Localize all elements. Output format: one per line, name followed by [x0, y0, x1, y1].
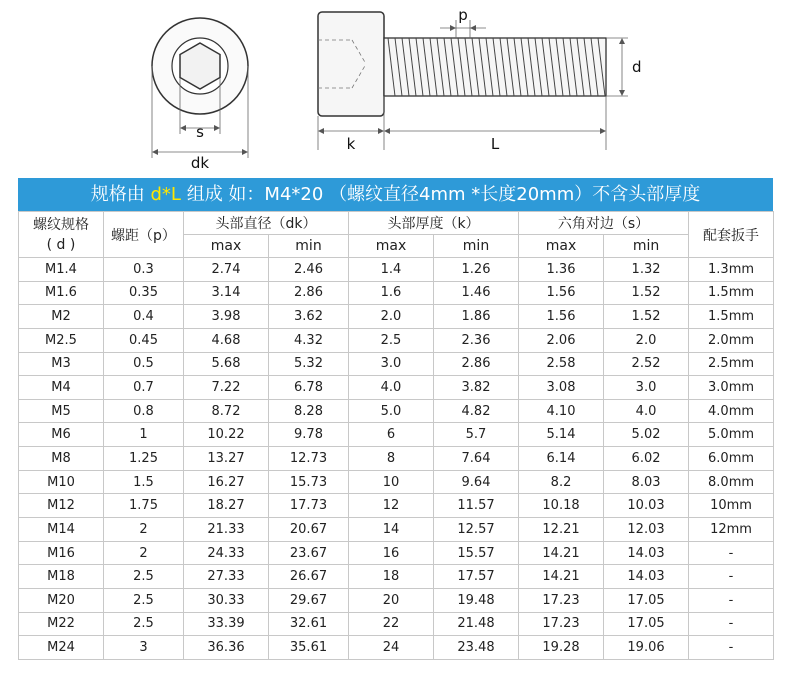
cell-k-max: 22 [349, 612, 434, 636]
cell-s-min: 14.03 [604, 541, 689, 565]
cell-k-max: 4.0 [349, 376, 434, 400]
cell-wrench: 10mm [689, 494, 774, 518]
cell-s-max: 19.28 [519, 636, 604, 660]
cell-k-max: 1.4 [349, 258, 434, 282]
cell-dk-max: 10.22 [184, 423, 269, 447]
cell-k-max: 14 [349, 518, 434, 542]
cell-k-max: 5.0 [349, 399, 434, 423]
cell-dk-max: 27.33 [184, 565, 269, 589]
cell-pitch: 2 [104, 541, 184, 565]
cell-k-max: 3.0 [349, 352, 434, 376]
cell-s-min: 3.0 [604, 376, 689, 400]
table-row [19, 376, 774, 400]
cell-dk-min: 12.73 [269, 447, 349, 471]
spec-table [18, 211, 774, 660]
table-row [19, 399, 774, 423]
cell-s-min: 17.05 [604, 588, 689, 612]
table-row [19, 423, 774, 447]
cell-k-max: 20 [349, 588, 434, 612]
cell-s-min: 12.03 [604, 518, 689, 542]
cell-k-max: 16 [349, 541, 434, 565]
header-max: max [519, 235, 604, 258]
cell-dk-max: 4.68 [184, 328, 269, 352]
cell-spec: M5 [19, 399, 104, 423]
cell-wrench: - [689, 612, 774, 636]
cell-spec: M10 [19, 470, 104, 494]
cell-s-max: 12.21 [519, 518, 604, 542]
cell-dk-max: 2.74 [184, 258, 269, 282]
header-head-diameter: 头部直径（dk） [184, 212, 349, 235]
cell-spec: M24 [19, 636, 104, 660]
cell-k-min: 1.26 [434, 258, 519, 282]
cell-s-min: 1.52 [604, 281, 689, 305]
cell-s-max: 14.21 [519, 541, 604, 565]
cell-s-max: 5.14 [519, 423, 604, 447]
cell-k-max: 24 [349, 636, 434, 660]
cell-dk-min: 5.32 [269, 352, 349, 376]
cell-k-min: 21.48 [434, 612, 519, 636]
table-row [19, 518, 774, 542]
cell-k-min: 2.36 [434, 328, 519, 352]
cell-s-max: 14.21 [519, 565, 604, 589]
cell-wrench: - [689, 541, 774, 565]
cell-s-max: 2.06 [519, 328, 604, 352]
cell-s-min: 8.03 [604, 470, 689, 494]
cell-k-max: 6 [349, 423, 434, 447]
table-row [19, 305, 774, 329]
cell-dk-min: 3.62 [269, 305, 349, 329]
cell-dk-max: 33.39 [184, 612, 269, 636]
cell-dk-max: 3.14 [184, 281, 269, 305]
cell-dk-max: 30.33 [184, 588, 269, 612]
cell-k-min: 9.64 [434, 470, 519, 494]
header-min: min [434, 235, 519, 258]
cell-wrench: 4.0mm [689, 399, 774, 423]
header-pitch: 螺距（p） [104, 212, 184, 258]
cell-s-max: 3.08 [519, 376, 604, 400]
cell-s-max: 17.23 [519, 612, 604, 636]
cell-wrench: 2.5mm [689, 352, 774, 376]
cell-k-max: 1.6 [349, 281, 434, 305]
cell-pitch: 0.8 [104, 399, 184, 423]
cell-k-min: 7.64 [434, 447, 519, 471]
cell-pitch: 2.5 [104, 612, 184, 636]
cell-s-min: 14.03 [604, 565, 689, 589]
cell-wrench: 1.5mm [689, 305, 774, 329]
cell-k-min: 11.57 [434, 494, 519, 518]
table-row [19, 565, 774, 589]
cell-pitch: 0.35 [104, 281, 184, 305]
spec-banner [18, 178, 773, 211]
cell-spec: M2.5 [19, 328, 104, 352]
cell-dk-max: 36.36 [184, 636, 269, 660]
cell-s-min: 19.06 [604, 636, 689, 660]
cell-pitch: 0.4 [104, 305, 184, 329]
cell-k-min: 5.7 [434, 423, 519, 447]
screw-side-view [318, 12, 628, 150]
cell-s-max: 2.58 [519, 352, 604, 376]
cell-s-min: 17.05 [604, 612, 689, 636]
cell-dk-min: 15.73 [269, 470, 349, 494]
cell-wrench: 1.3mm [689, 258, 774, 282]
cell-k-min: 4.82 [434, 399, 519, 423]
cell-spec: M12 [19, 494, 104, 518]
header-head-thickness: 头部厚度（k） [349, 212, 519, 235]
cell-dk-min: 26.67 [269, 565, 349, 589]
cell-wrench: 6.0mm [689, 447, 774, 471]
banner-prefix: 规格由 [90, 184, 151, 205]
spec-table-body [19, 258, 774, 660]
header-max: max [349, 235, 434, 258]
table-row [19, 636, 774, 660]
cell-dk-max: 16.27 [184, 470, 269, 494]
label-dk: dk [190, 154, 210, 172]
cell-s-min: 2.0 [604, 328, 689, 352]
label-d: d [632, 58, 642, 76]
table-row [19, 612, 774, 636]
cell-dk-max: 18.27 [184, 494, 269, 518]
cell-pitch: 2.5 [104, 588, 184, 612]
header-spec-line2: ( d ) [46, 236, 76, 253]
header-spec [19, 212, 104, 258]
header-spec-line1: 螺纹规格 [33, 216, 89, 233]
cell-s-min: 1.32 [604, 258, 689, 282]
cell-spec: M6 [19, 423, 104, 447]
banner-highlight: d*L [150, 184, 181, 205]
table-row [19, 447, 774, 471]
cell-dk-min: 29.67 [269, 588, 349, 612]
cell-s-max: 6.14 [519, 447, 604, 471]
cell-pitch: 2 [104, 518, 184, 542]
cell-wrench: 3.0mm [689, 376, 774, 400]
cell-k-max: 12 [349, 494, 434, 518]
table-row [19, 258, 774, 282]
header-min: min [604, 235, 689, 258]
cell-dk-min: 9.78 [269, 423, 349, 447]
cell-pitch: 0.3 [104, 258, 184, 282]
cell-k-min: 1.86 [434, 305, 519, 329]
cell-s-min: 2.52 [604, 352, 689, 376]
header-hex-across-flats: 六角对边（s） [519, 212, 689, 235]
cell-s-max: 1.56 [519, 281, 604, 305]
cell-k-max: 10 [349, 470, 434, 494]
cell-spec: M16 [19, 541, 104, 565]
cell-k-max: 8 [349, 447, 434, 471]
cell-dk-min: 32.61 [269, 612, 349, 636]
cell-dk-max: 21.33 [184, 518, 269, 542]
cell-s-max: 1.56 [519, 305, 604, 329]
cell-wrench: 2.0mm [689, 328, 774, 352]
cell-k-max: 2.5 [349, 328, 434, 352]
cell-dk-min: 2.46 [269, 258, 349, 282]
header-max: max [184, 235, 269, 258]
banner-suffix: 组成 如：M4*20 （螺纹直径4mm *长度20mm）不含头部厚度 [180, 184, 701, 205]
cell-k-min: 17.57 [434, 565, 519, 589]
label-s: s [196, 123, 204, 141]
cell-pitch: 0.45 [104, 328, 184, 352]
cell-pitch: 1.75 [104, 494, 184, 518]
cell-k-min: 19.48 [434, 588, 519, 612]
cell-spec: M3 [19, 352, 104, 376]
cell-pitch: 1.5 [104, 470, 184, 494]
table-row [19, 281, 774, 305]
cell-spec: M8 [19, 447, 104, 471]
header-min: min [269, 235, 349, 258]
cell-spec: M22 [19, 612, 104, 636]
cell-s-max: 4.10 [519, 399, 604, 423]
cell-pitch: 1 [104, 423, 184, 447]
table-row [19, 541, 774, 565]
screw-diagram [0, 0, 790, 178]
cell-k-max: 2.0 [349, 305, 434, 329]
cell-s-min: 4.0 [604, 399, 689, 423]
table-row [19, 588, 774, 612]
cell-pitch: 1.25 [104, 447, 184, 471]
cell-dk-max: 5.68 [184, 352, 269, 376]
table-row [19, 470, 774, 494]
cell-wrench: - [689, 565, 774, 589]
cell-dk-min: 35.61 [269, 636, 349, 660]
cell-s-min: 6.02 [604, 447, 689, 471]
cell-spec: M4 [19, 376, 104, 400]
cell-spec: M2 [19, 305, 104, 329]
cell-dk-min: 23.67 [269, 541, 349, 565]
cell-wrench: 8.0mm [689, 470, 774, 494]
table-row [19, 352, 774, 376]
cell-s-min: 1.52 [604, 305, 689, 329]
cell-pitch: 0.7 [104, 376, 184, 400]
cell-s-max: 8.2 [519, 470, 604, 494]
cell-dk-min: 4.32 [269, 328, 349, 352]
cell-dk-min: 2.86 [269, 281, 349, 305]
cell-s-max: 1.36 [519, 258, 604, 282]
cell-wrench: 1.5mm [689, 281, 774, 305]
cell-spec: M14 [19, 518, 104, 542]
cell-dk-min: 6.78 [269, 376, 349, 400]
cell-k-min: 12.57 [434, 518, 519, 542]
cell-pitch: 3 [104, 636, 184, 660]
cell-dk-max: 13.27 [184, 447, 269, 471]
cell-spec: M1.4 [19, 258, 104, 282]
cell-k-min: 2.86 [434, 352, 519, 376]
cell-wrench: - [689, 588, 774, 612]
cell-k-min: 15.57 [434, 541, 519, 565]
cell-s-max: 10.18 [519, 494, 604, 518]
table-row [19, 328, 774, 352]
cell-spec: M20 [19, 588, 104, 612]
cell-dk-min: 17.73 [269, 494, 349, 518]
cell-k-min: 23.48 [434, 636, 519, 660]
cell-s-max: 17.23 [519, 588, 604, 612]
label-p: p [458, 6, 468, 24]
cell-dk-min: 20.67 [269, 518, 349, 542]
cell-dk-max: 3.98 [184, 305, 269, 329]
cell-s-min: 10.03 [604, 494, 689, 518]
cell-pitch: 0.5 [104, 352, 184, 376]
label-L: L [490, 135, 500, 153]
cell-dk-min: 8.28 [269, 399, 349, 423]
cell-k-min: 1.46 [434, 281, 519, 305]
cell-pitch: 2.5 [104, 565, 184, 589]
table-row [19, 494, 774, 518]
cell-wrench: 12mm [689, 518, 774, 542]
cell-k-max: 18 [349, 565, 434, 589]
label-k: k [346, 135, 356, 153]
cell-wrench: 5.0mm [689, 423, 774, 447]
header-wrench: 配套扳手 [689, 212, 774, 258]
cell-dk-max: 7.22 [184, 376, 269, 400]
cell-spec: M18 [19, 565, 104, 589]
cell-wrench: - [689, 636, 774, 660]
cell-spec: M1.6 [19, 281, 104, 305]
cell-k-min: 3.82 [434, 376, 519, 400]
cell-dk-max: 8.72 [184, 399, 269, 423]
cell-s-min: 5.02 [604, 423, 689, 447]
cell-dk-max: 24.33 [184, 541, 269, 565]
